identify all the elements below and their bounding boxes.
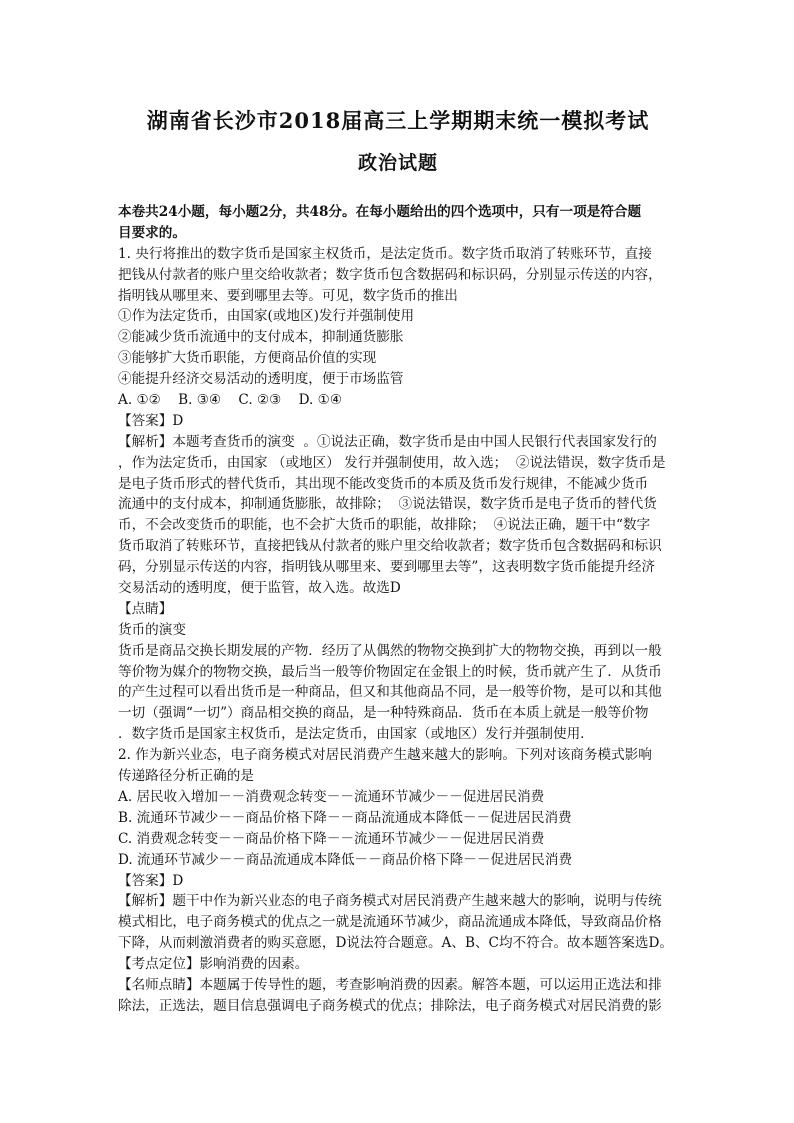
text-line: ④能提升经济交易活动的透明度，便于市场监管 xyxy=(118,371,404,388)
text-line: 流通中的支付成本，抑制通货膨胀，故排除； ③说法错误，数字货币是电子货币的替代货 xyxy=(118,496,657,513)
text-line: 交易活动的透明度，便于监管，故入选。故选D xyxy=(118,580,401,597)
text-line: 【答案】D xyxy=(118,412,184,429)
text-line: 一切（强调“一切”）商品相交换的商品，是一种特殊商品．货币在本质上就是一般等价物 xyxy=(118,705,649,722)
text-line: 本卷共24小题，每小题2分，共48分。在每小题给出的四个选项中，只有一项是符合题 xyxy=(118,204,642,220)
text-line: A. 居民收入增加－－消费观念转变－－流通环节减少－－促进居民消费 xyxy=(118,788,545,805)
text-line: 把钱从付款者的账户里交给收款者；数字货币包含数据码和标识码，分别显示传送的内容， xyxy=(118,266,662,283)
text-line: ．数字货币是国家主权货币，是法定货币，由国家（或地区）发行并强制使用． xyxy=(118,726,594,743)
text-line: 传递路径分析正确的是 xyxy=(118,768,254,785)
text-line: 【解析】题干中作为新兴业态的电子商务模式对居民消费产生越来越大的影响，说明与传统 xyxy=(118,893,662,910)
text-line: ③能够扩大货币职能，方便商品价值的实现 xyxy=(118,350,377,367)
document-body xyxy=(118,202,678,1017)
text-line: 【点睛】 xyxy=(118,600,173,617)
text-line: C. 消费观念转变－－商品价格下降－－流通环节减少－－促进居民消费 xyxy=(118,830,545,847)
text-line: 等价物为媒介的物物交换，最后当一般等价物固定在金银上的时候，货币就产生了．从货币 xyxy=(118,663,662,680)
text-line: 【解析】本题考查货币的演变 。①说法正确，数字货币是由中国人民银行代表国家发行的 xyxy=(118,433,657,450)
text-line: 除法，正选法，题目信息强调电子商务模式的优点；排除法，电子商务模式对居民消费的影 xyxy=(118,997,662,1014)
text-line: 【名师点睛】本题属于传导性的题，考查影响消费的因素。解答本题，可以运用正选法和排 xyxy=(118,976,662,993)
text-line: 1. 央行将推出的数字货币是国家主权货币，是法定货币。数字货币取消了转账环节，直接 xyxy=(118,245,652,262)
text-line: A. ①② B. ③④ C. ②③ D. ①④ xyxy=(118,392,343,409)
text-line: 目要求的。 xyxy=(118,224,186,241)
text-line: ②能减少货币流通中的支付成本，抑制通货膨胀 xyxy=(118,329,404,346)
text-line: B. 流通环节减少－－商品价格下降－－商品流通成本降低－－促进居民消费 xyxy=(118,809,572,826)
text-line: 货币取消了转账环节，直接把钱从付款者的账户里交给收款者；数字货币包含数据码和标识 xyxy=(118,538,662,555)
text-line: 码，分别显示传送的内容，指明钱从哪里来、要到哪里去等”，这表明数字货币能提升经济 xyxy=(118,559,656,576)
text-line: ，作为法定货币，由国家 （或地区） 发行并强制使用，故入选； ②说法错误，数字货币是 xyxy=(118,454,666,471)
text-line: 【考点定位】影响消费的因素。 xyxy=(118,956,309,973)
text-line: ①作为法定货币，由国家(或地区)发行并强制使用 xyxy=(118,308,415,325)
text-line: 货币是商品交换长期发展的产物．经历了从偶然的物物交换到扩大的物物交换，再到以一般 xyxy=(118,642,662,659)
text-line: 货币的演变 xyxy=(118,621,186,638)
text-line: 【答案】D xyxy=(118,872,184,889)
text-line: 模式相比，电子商务模式的优点之一就是流通环节减少，商品流通成本降低，导致商品价格 xyxy=(118,914,662,931)
text-line: 币，不会改变货币的职能，也不会扩大货币的职能，故排除； ④说法正确，题干中“数字 xyxy=(118,517,651,534)
text-line: 的产生过程可以看出货币是一种商品，但又和其他商品不同，是一般等价物，是可以和其他 xyxy=(118,684,662,701)
document-title: 湖南省长沙市2018届高三上学期期末统一模拟考试 xyxy=(146,108,650,133)
text-line: 是电子货币形式的替代货币，其出现不能改变货币的本质及货币发行规律，不能减少货币 xyxy=(118,475,649,492)
text-line: 指明钱从哪里来、要到哪里去等。可见，数字货币的推出 xyxy=(118,287,458,304)
text-line: 2. 作为新兴业态，电子商务模式对居民消费产生越来越大的影响。下列对该商务模式影响 xyxy=(118,747,652,764)
document-subtitle: 政治试题 xyxy=(357,152,438,174)
text-line: D. 流通环节减少－－商品流通成本降低－－商品价格下降－－促进居民消费 xyxy=(118,851,573,868)
text-line: 下降，从而刺激消费者的购买意愿，D说法符合题意。A、B、C均不符合。故本题答案选D。 xyxy=(118,935,673,952)
